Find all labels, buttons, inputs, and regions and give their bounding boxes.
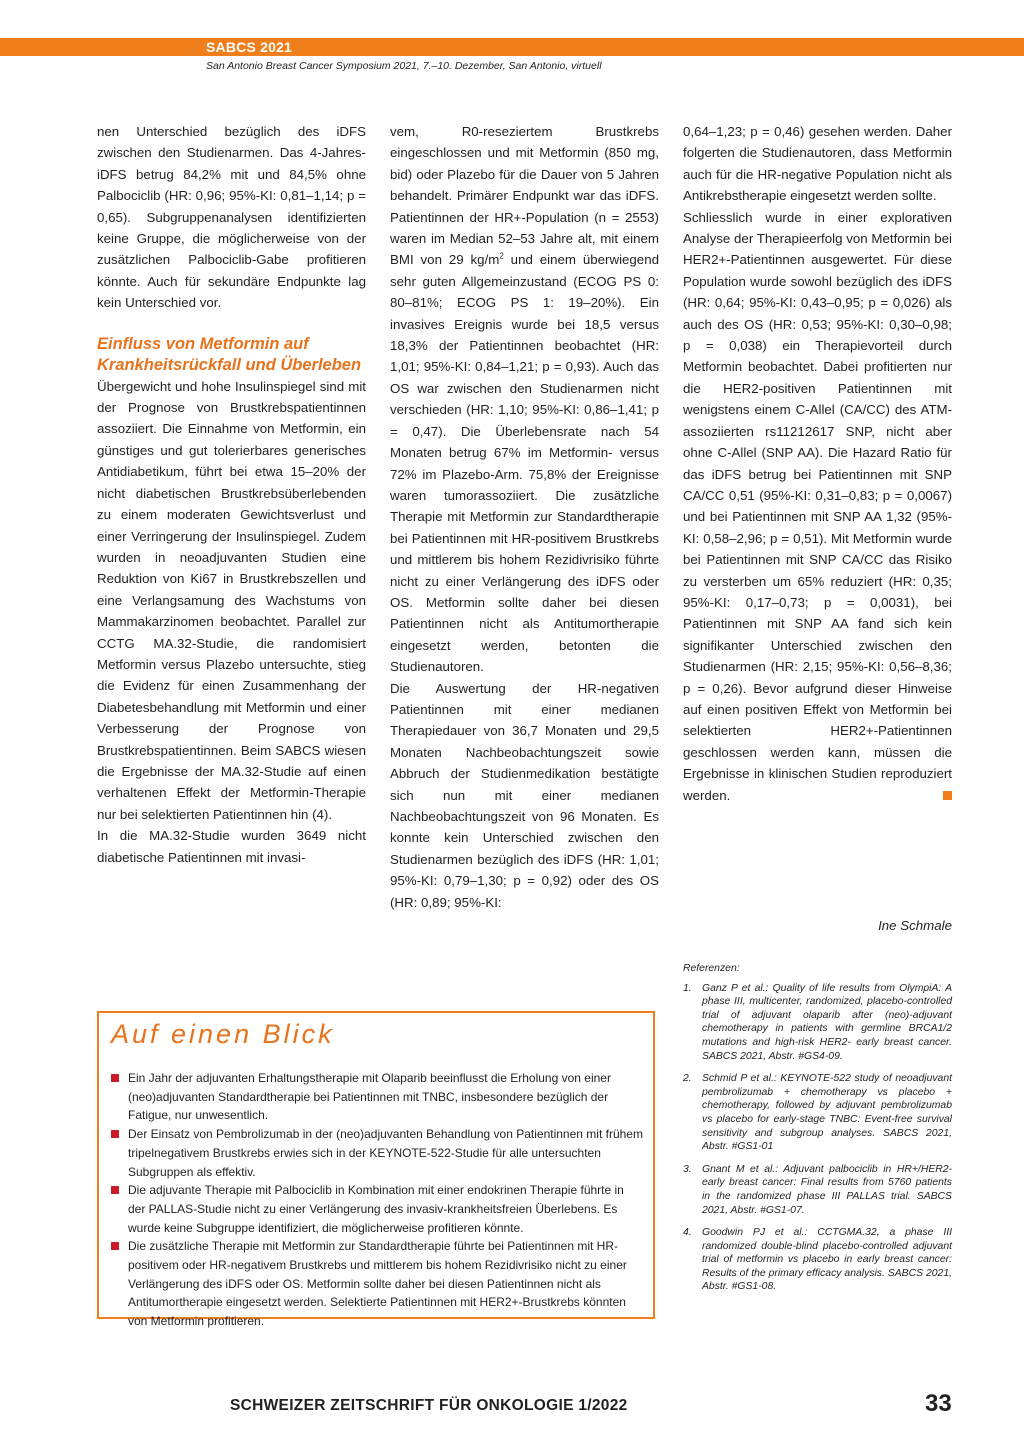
text-run: und einem überwiegend sehr guten Allgemeinzustand (ECOG PS 0: 80–81%; ECOG PS 1: 19–20%). Ein invasives Ereignis wurde bei 18,5 versus 18,3% der Patientinnen beobachtet (HR: 1,01; 95%-KI: 0,84–1,21; p = 0,93). Auch das OS war zwischen den Studienarmen nicht verschieden (HR: 1,10; 95%-KI: 0,86–1,41; p = 0,47). Die Überlebensrate nach 54 Monaten betrug 67% im Metformin- versus 72% im Plazebo-Arm. 75,8% der Ereignisse waren tumorassoziiert. Die zusätzliche Therapie mit Metformin zur Standardtherapie bei Patientinnen mit HR-positivem Brustkrebs und mittlerem bis hohem Rezidivrisiko führte nicht zu einer Verlängerung des iDFS oder OS. Metformin sollte daher bei diesen Patientinnen nicht als Antitumortherapie eingesetzt werden, betonten die Studienautoren. bbox=[390, 252, 659, 675]
header-title: SABCS 2021 bbox=[206, 39, 293, 55]
text-run: vem, R0-reseziertem Brustkrebs eingeschlossen und mit Metformin (850 mg, bid) oder Plazebo für die Dauer von 5 Jahren behandelt. Primärer Endpunkt war das iDFS. Patientinnen der HR+-Population (n = 2553) waren im Median 52–53 Jahre alt, mit einem BMI von 29 kg/m bbox=[390, 124, 659, 268]
header-subtitle: San Antonio Breast Cancer Symposium 2021, 7.–10. Dezember, San Antonio, virtuell bbox=[206, 60, 602, 72]
summary-item bbox=[111, 1237, 643, 1331]
paragraph bbox=[683, 207, 952, 806]
summary-item bbox=[111, 1125, 643, 1181]
paragraph: nen Unterschied bezüglich des iDFS zwischen den Studienarmen. Das 4-Jahres-iDFS betrug 84,2% mit und 84,5% ohne Palbociclib (HR: 0,96; 95%-KI: 0,81–1,14; p = 0,65). Subgruppenanalysen identifizierten keine Gruppe, die möglicherweise von der zusätzlichen Palbociclib-Gabe profitieren könnte. Auch für sekundäre Endpunkte lag kein Unterschied vor. bbox=[97, 124, 366, 311]
paragraph: Die Auswertung der HR-negativen Patientinnen mit einer medianen Therapiedauer von 36,7 Monaten und 29,5 Monaten Nachbeobachtungszeit sowie Abbruch der Studienmedikation bestätigte sich nun mit einer medianen Nachbeobachtungszeit von 96 Monaten. Es konnte kein Unterschied zwischen den Studienarmen bezüglich des iDFS (HR: 1,01; 95%-KI: 0,79–1,30; p = 0,92) oder des OS (HR: 0,89; 95%-KI: bbox=[390, 680, 659, 910]
reference-item bbox=[683, 1072, 952, 1154]
footer-journal-name: SCHWEIZER ZEITSCHRIFT FÜR ONKOLOGIE 1/2022 bbox=[230, 1397, 628, 1414]
author-name: Ine Schmale bbox=[878, 918, 952, 933]
summary-box bbox=[97, 1011, 655, 1329]
column-2 bbox=[390, 121, 659, 913]
square-bullet-icon bbox=[111, 1242, 119, 1250]
reference-item bbox=[683, 1226, 952, 1294]
summary-list bbox=[111, 1069, 643, 1331]
summary-item-text: Die zusätzliche Therapie mit Metformin zur Standardtherapie führte bei Patientinnen mit HR-positivem oder HR-negativem Brustkrebs und mittlerem bis hohem Rezidivrisiko nicht zu einer Verlängerung des iDFS oder OS. Metformin sollte daher bei diesen Patientinnen nicht als Antitumortherapie eingesetzt werden. Selektierte Patientinnen mit HER2+-Brustkrebs könnten von Metformin profitieren. bbox=[128, 1239, 627, 1329]
summary-item-text: Die adjuvante Therapie mit Palbociclib in Kombination mit einer endokrinen Therapie führte in der PALLAS-Studie nicht zu einer Verlängerung des invasiv-krankheitsfreien Überlebens. Es wurde keine Subgruppe identifiziert, die möglicherweise profitieren könnte. bbox=[128, 1183, 624, 1235]
superscript: 2 bbox=[499, 252, 504, 262]
text-run: Schliesslich wurde in einer explorativen Analyse der Therapieerfolg von Metformin bei HER2+-Patientinnen ausgewertet. Für diese Population wurde sowohl bezüglich des iDFS (HR: 0,64; 95%-KI: 0,43–0,95; p = 0,026) als auch des OS (HR: 0,53; 95%-KI: 0,30–0,98; p = 0,038) ein Therapievorteil durch Metformin beobachtet. Dabei profitierten nur die HER2-positiven Patientinnen mit wenigstens einem C-Allel (CA/CC) des ATM-assoziierten rs11212617 SNP, nicht aber ohne C-Allel (SNP AA). Die Hazard Ratio für das iDFS betrug bei Patientinnen mit SNP CA/CC 0,51 (95%-KI: 0,31–0,83; p = 0,0067) und bei Patientinnen mit SNP AA 1,32 (95%-KI: 0,58–2,96; p = 0,51). Mit Metformin wurde bei Patientinnen mit SNP CA/CC das Risiko zu versterben um 65% reduziert (HR: 0,35; 95%-KI: 0,17–0,73; p = 0,0031), bei Patientinnen mit SNP AA fand sich kein signifikanter Unterschied zwischen den Studienarmen (HR: 2,15; 95%-KI: 0,56–8,36; p = 0,26). Bevor aufgrund dieser Hinweise auf einen positiven Effekt von Metformin bei selektierten HER2+-Patientinnen geschlossen werden kann, müssen die Ergebnisse in klinischen Studien reproduziert werden. bbox=[683, 209, 952, 803]
summary-box-title: Auf einen Blick bbox=[111, 1019, 335, 1049]
square-bullet-icon bbox=[111, 1074, 119, 1082]
reference-text: Goodwin PJ et al.: CCTGMA.32, a phase III randomized double-blind placebo-controlled adjuvant trial of metformin vs placebo in early breast cancer: Results of the primary efficacy analysis. SABCS 2021, Abstr. #GS1-08. bbox=[702, 1227, 952, 1293]
reference-text: Gnant M et al.: Adjuvant palbociclib in HR+/HER2- early breast cancer: Final results from 5760 patients in the randomized phase III PALLAS trial. SABCS 2021, Abstr. #GS1-07. bbox=[702, 1163, 952, 1216]
summary-item-text: Ein Jahr der adjuvanten Erhaltungstherapie mit Olaparib beeinflusst die Erholung von einer (neo)adjuvanten Standardtherapie bei Patientinnen mit TNBC, insbesondere bezüglich der Fatigue, nur unwesentlich. bbox=[128, 1071, 611, 1123]
reference-number: 4. bbox=[683, 1227, 692, 1239]
column-1 bbox=[97, 121, 366, 868]
paragraph bbox=[390, 121, 659, 678]
reference-item bbox=[683, 982, 952, 1064]
column-3 bbox=[683, 121, 952, 806]
reference-number: 2. bbox=[683, 1073, 692, 1085]
square-bullet-icon bbox=[111, 1186, 119, 1194]
header-bar bbox=[0, 38, 1024, 56]
paragraph: In die MA.32-Studie wurden 3649 nicht diabetische Patientinnen mit invasi- bbox=[97, 828, 366, 865]
summary-item bbox=[111, 1069, 643, 1125]
reference-number: 1. bbox=[683, 982, 692, 994]
summary-item bbox=[111, 1181, 643, 1237]
reference-item bbox=[683, 1163, 952, 1217]
paragraph: Übergewicht und hohe Insulinspiegel sind mit der Prognose von Brustkrebspatientinnen assoziiert. Die Einnahme von Metformin, ein günstiges und gut tolerierbares generisches Antidiabetikum, führt bei etwa 15–20% der nicht diabetischen Brustkrebsüberlebenden zu einem moderaten Gewichtsverlust und einer Verringerung der Insulinspiegel. Zudem wurden in neoadjuvanten Studien eine Reduktion von Ki67 in Brustkrebszellen und eine Verlangsamung des Wachstums von Mammakarzinomen beobachtet. Parallel zur CCTG MA.32-Studie, die randomisiert Metformin versus Plazebo untersuchte, stieg die Evidenz für einen Zusammenhang der Diabetesbehandlung mit Metformin und einer Verbesserung der Prognose von Brustkrebspatientinnen. Beim SABCS wiesen die Ergebnisse der MA.32-Studie auf einen verhaltenen Effekt der Metformin-Therapie nur bei selektierten Patientinnen hin (4). bbox=[97, 378, 366, 822]
reference-number: 3. bbox=[683, 1163, 692, 1175]
square-bullet-icon bbox=[111, 1130, 119, 1138]
section-heading: Einfluss von Metformin auf Krankheitsrückfall und Überleben bbox=[97, 334, 362, 374]
reference-text: Schmid P et al.: KEYNOTE-522 study of neoadjuvant pembrolizumab + chemotherapy vs placebo + chemotherapy, followed by adjuvant pembrolizumab vs placebo for early-stage TNBC: Event-free survival sensitivity and subgroup analyses. SABCS 2021, Abstr. #GS1-01 bbox=[702, 1073, 952, 1153]
references-title: Referenzen: bbox=[683, 963, 740, 974]
page-number: 33 bbox=[925, 1390, 952, 1417]
reference-text: Ganz P et al.: Quality of life results from OlympiA: A phase III, multicenter, randomized, placebo-controlled trial of adjuvant olaparib after (neo)-adjuvant chemotherapy in patients with germline BRCA1/2 mutations and high-risk HER2- early breast cancer. SABCS 2021, Abstr. #GS4-09. bbox=[702, 982, 952, 1062]
end-of-article-square-icon bbox=[943, 791, 952, 800]
references bbox=[683, 962, 952, 1303]
paragraph: 0,64–1,23; p = 0,46) gesehen werden. Daher folgerten die Studienautoren, dass Metformin auch für die HR-negative Population nicht als Antikrebstherapie eingesetzt werden sollte. bbox=[683, 124, 952, 204]
summary-item-text: Der Einsatz von Pembrolizumab in der (neo)adjuvanten Behandlung von Patientinnen mit frühem tripelnegativem Brustkrebs erwies sich in der KEYNOTE-522-Studie für alle untersuchten Subgruppen als effektiv. bbox=[128, 1127, 643, 1179]
